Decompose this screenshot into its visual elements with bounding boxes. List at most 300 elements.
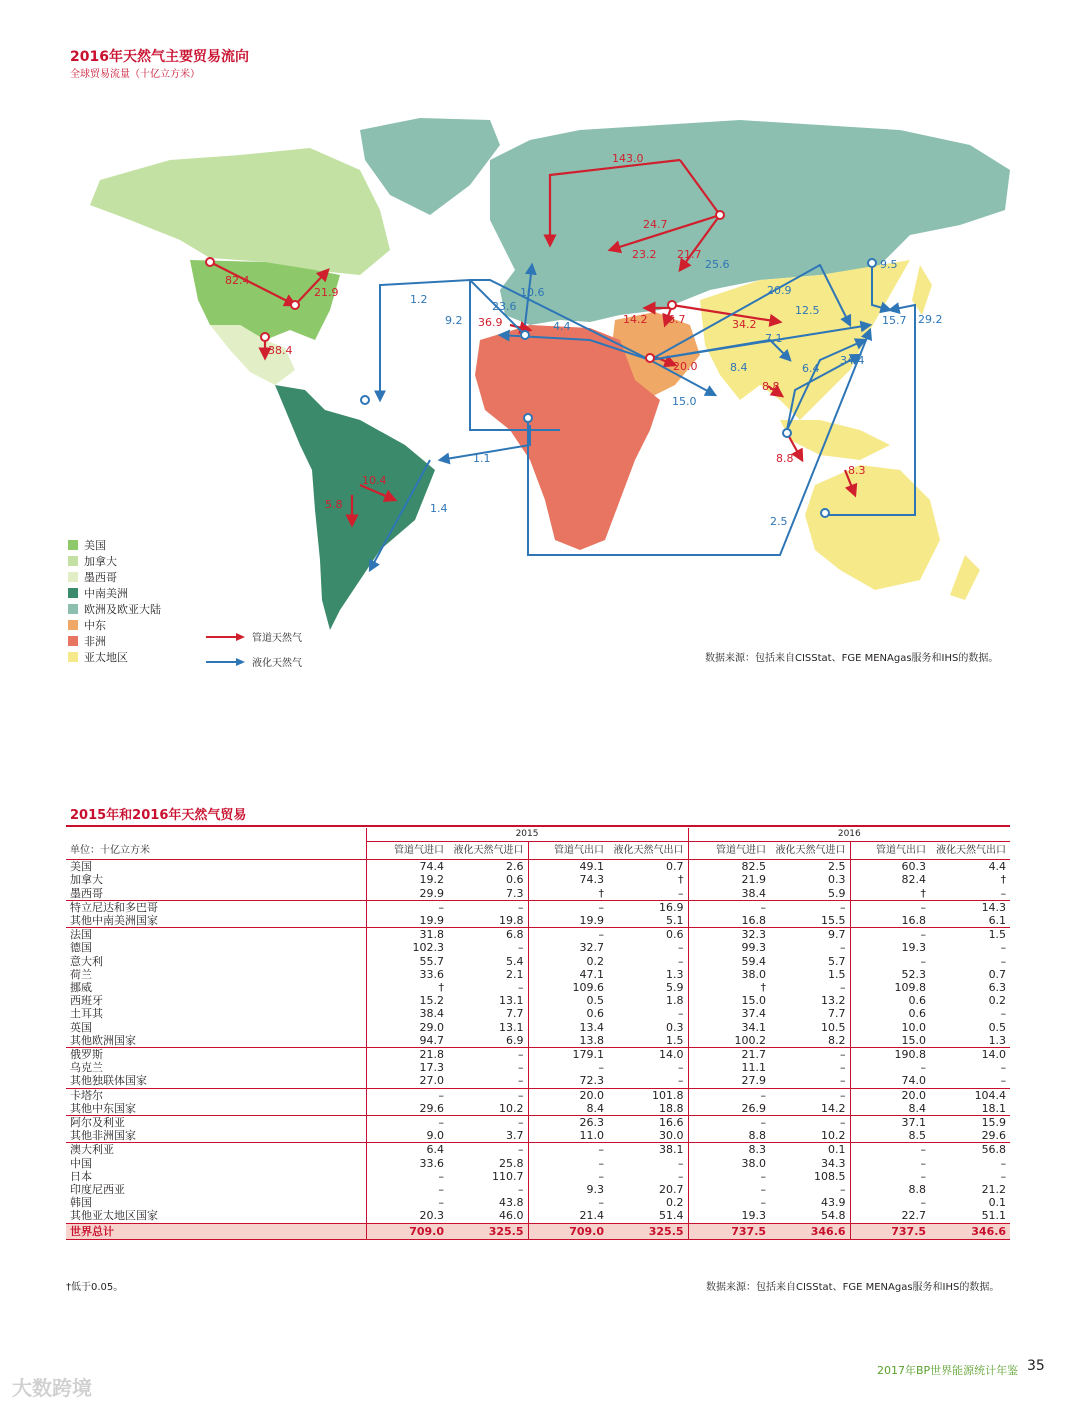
flow-legend [206,624,302,674]
table-cell: † [1000,873,1007,887]
table-cell: 19.9 [366,914,448,928]
legend-swatch [68,636,78,646]
table-row [66,1061,1010,1074]
table-cell: 26.9 [688,1102,770,1116]
table-cell: 0.2 [988,994,1007,1008]
table-cell: – [528,1170,608,1183]
table-cell: 30.0 [659,1129,684,1143]
table-cell: 27.0 [366,1074,448,1088]
table-cell: 0.2 [528,955,608,968]
legend-item [68,569,161,585]
table-cell: – [1000,954,1007,968]
row-label: 西班牙 [70,994,103,1008]
table-cell: 16.8 [850,914,930,928]
table-cell: – [688,900,770,914]
row-label: 其他亚太地区国家 [70,1209,158,1223]
table-cell: – [366,900,448,914]
pipeline-arrow-icon [206,632,246,642]
table-cell: – [840,1061,846,1075]
table-cell: 15.9 [930,1116,1010,1130]
table-cell: 1.3 [988,1033,1007,1047]
region-new-zealand [950,555,980,600]
table-cell: – [678,1074,684,1088]
table-cell: 21.8 [366,1048,448,1062]
lng-flow-label: 6.4 [802,362,820,375]
table-cell: – [528,928,608,942]
table-source: 数据来源：包括来自CISStat、FGE MENAgas服务和IHS的数据。 [706,1282,1000,1293]
table-cell: 19.9 [528,914,608,928]
table-cell: 8.4 [528,1102,608,1116]
table-row [66,1209,1010,1223]
row-label: 韩国 [70,1196,92,1210]
table-cell: 82.5 [688,860,770,874]
lng-flow-label: 10.6 [520,286,545,299]
table-row [66,1170,1010,1183]
table-cell: – [366,1196,448,1209]
table-row [66,1048,1010,1062]
table-cell: 34.3 [821,1156,846,1170]
row-label: 荷兰 [70,967,92,981]
table-cell: 1.8 [666,994,684,1008]
table-cell: 43.8 [499,1196,524,1210]
lng-flow-label: 1.4 [430,502,448,515]
table-cell: 346.6 [930,1223,1010,1239]
table-cell: 82.4 [850,873,930,886]
pipeline-legend-label: 管道天然气 [252,633,302,644]
table-cell: 34.1 [688,1021,770,1034]
table-cell: 0.1 [988,1196,1007,1210]
row-label: 其他中东国家 [70,1101,136,1115]
table-cell: 0.2 [666,1196,684,1210]
table-cell: – [678,1169,684,1183]
lng-flow-label: 15.7 [882,314,907,327]
lng-flow-label: 20.9 [767,284,792,297]
table-cell: 8.3 [688,1143,770,1157]
column-header: 液化天然气出口 [608,842,688,860]
total-row [66,1223,1010,1239]
table-cell: – [1000,1169,1007,1183]
row-label: 墨西哥 [70,886,103,900]
table-cell: 8.8 [850,1183,930,1196]
table-cell: 13.8 [528,1034,608,1048]
table-cell: 56.8 [930,1143,1010,1157]
row-label: 乌克兰 [70,1061,103,1075]
table-cell: – [528,1143,608,1157]
table-cell: 8.8 [688,1129,770,1143]
table-cell: 18.1 [981,1101,1007,1115]
table-cell: 101.8 [608,1088,688,1102]
legend-label: 加拿大 [84,555,117,568]
table-cell: 14.3 [930,900,1010,914]
table-cell: 13.2 [821,994,846,1008]
table-cell: † [678,873,684,887]
table-cell: 29.0 [366,1021,448,1034]
table-cell: 0.6 [506,873,524,887]
gas-trade-table [66,828,1010,1240]
table-cell: 17.3 [366,1061,448,1074]
table-cell: 20.7 [659,1183,684,1197]
row-label: 俄罗斯 [66,1048,366,1062]
year-2016-header: 2016 [688,828,1010,842]
table-cell: 16.8 [688,914,770,928]
table-cell: 21.7 [688,1048,770,1062]
table-cell: – [678,1061,684,1075]
lng-flow-label: 7.1 [765,332,783,345]
table-cell: – [840,1074,846,1088]
table-cell: – [366,1170,448,1183]
table-cell: – [528,1061,608,1074]
pipeline-flow-label: 8.3 [848,464,866,477]
table-cell: – [1000,886,1007,900]
lng-flow-label: 4.4 [553,320,571,333]
table-row [66,994,1010,1007]
table-row [66,941,1010,954]
table-cell: – [688,1183,770,1196]
table-cell: – [678,1156,684,1170]
table-cell: 19.2 [366,873,448,886]
region-australia [805,465,940,590]
table-cell: 33.6 [366,1157,448,1170]
table-cell: 15.0 [688,994,770,1007]
row-label: 德国 [70,941,92,955]
table-cell: 18.8 [659,1101,684,1115]
flow-legend-pipeline [206,624,302,649]
table-cell: 0.6 [528,1007,608,1020]
table-cell: 47.1 [528,968,608,981]
row-label: 法国 [66,928,366,942]
table-cell: – [678,886,684,900]
table-cell: – [518,1074,524,1088]
table-cell: 190.8 [850,1048,930,1062]
row-label: 英国 [70,1020,92,1034]
row-label: 意大利 [70,954,103,968]
table-cell: 109.8 [850,981,930,994]
column-header: 管道气出口 [528,842,608,860]
lng-flow-label: 25.6 [705,258,730,271]
table-cell: 6.1 [988,914,1007,928]
table-cell: 21.9 [688,873,770,886]
table-cell: 54.8 [821,1209,846,1223]
table-cell: 0.1 [770,1143,850,1157]
table-row [66,1183,1010,1196]
table-cell: – [850,1061,930,1074]
table-cell: 104.4 [930,1088,1010,1102]
row-label: 美国 [70,860,92,874]
column-header: 液化天然气进口 [770,842,850,860]
table-cell: – [678,1007,684,1021]
pipeline-flow-label: 20.0 [673,360,698,373]
table-cell: 709.0 [528,1223,608,1239]
table-cell: 14.0 [930,1048,1010,1062]
table-cell: 3.7 [506,1129,524,1143]
table-cell: 6.8 [448,928,528,942]
table-cell: – [366,1088,448,1102]
pipeline-flow-label: 5.8 [325,498,343,511]
table-cell: – [840,981,846,995]
table-cell: 10.0 [850,1021,930,1034]
table-cell: – [448,1088,528,1102]
table-cell: 19.8 [499,914,524,928]
table-cell: 31.8 [366,928,448,942]
table-cell: 21.2 [981,1183,1007,1197]
table-cell: 109.6 [528,981,608,994]
legend-item [68,585,161,601]
map-subtitle: 全球贸易流量（十亿立方米） [70,69,200,80]
table-cell: 0.5 [528,994,608,1007]
table-cell: 52.3 [850,968,930,981]
column-header: 管道气进口 [366,842,448,860]
table-cell: 51.4 [659,1209,684,1223]
legend-item [68,633,161,649]
table-cell: – [688,1170,770,1183]
table-row [66,968,1010,981]
table-cell: 5.4 [506,954,524,968]
table-cell: – [678,954,684,968]
table-cell: 0.6 [850,1007,930,1020]
table-row [66,873,1010,886]
table-cell: 8.5 [850,1129,930,1143]
table-cell: – [770,900,850,914]
table-cell: 0.7 [666,860,684,874]
row-label: 中国 [70,1156,92,1170]
table-cell: † [688,981,770,994]
table-cell: 59.4 [688,955,770,968]
table-cell: – [688,1196,770,1209]
legend-item [68,553,161,569]
table-cell: 102.3 [366,941,448,954]
table-cell: 99.3 [688,941,770,954]
lng-flow-label: 9.5 [880,258,898,271]
table-cell: 2.1 [506,967,524,981]
lng-flow-label: 9.2 [445,314,463,327]
table-cell: – [448,900,528,914]
table-cell: 38.4 [366,1007,448,1020]
table-cell: – [770,1116,850,1130]
table-cell: 15.2 [366,994,448,1007]
table-cell: 21.4 [528,1209,608,1223]
table-cell: 20.3 [366,1209,448,1223]
table-row [66,1088,1010,1102]
table-row [66,1116,1010,1130]
table-cell: 22.7 [850,1209,930,1223]
table-cell: 27.9 [688,1074,770,1088]
table-cell: † [528,887,608,901]
row-label: 阿尔及利亚 [66,1116,366,1130]
table-cell: – [770,1088,850,1102]
lng-flow-label: 1.1 [473,452,491,465]
table-cell: – [1000,1061,1007,1075]
table-cell: 29.6 [366,1102,448,1116]
lng-flow-label: 34.4 [840,354,865,367]
table-cell: 38.1 [608,1143,688,1157]
row-label: 其他中南美洲国家 [70,914,158,928]
pipeline-flow-label: 14.2 [623,313,648,326]
table-cell: 1.5 [930,928,1010,942]
region-southeast-asia [780,420,890,460]
lng-flow-label: 15.0 [672,395,697,408]
table-cell: 15.5 [821,914,846,928]
table-cell: 43.9 [821,1196,846,1210]
row-label: 特立尼达和多巴哥 [66,900,366,914]
table-row [66,1102,1010,1116]
table-cell: 32.7 [528,941,608,954]
table-cell: – [850,1170,930,1183]
table-row [66,887,1010,901]
table-cell: 13.4 [528,1021,608,1034]
table-cell: 32.3 [688,928,770,942]
map-title: 2016年天然气主要贸易流向 [70,49,249,65]
legend-item [68,537,161,553]
pipeline-flow-label: 6.7 [668,313,686,326]
table-cell: 37.1 [850,1116,930,1130]
table-cell: – [850,928,930,942]
table-cell: 38.0 [688,968,770,981]
table-cell: 72.3 [528,1074,608,1088]
table-cell: 737.5 [688,1223,770,1239]
table-cell: 14.2 [821,1101,846,1115]
table-cell: 6.3 [988,981,1007,995]
table-cell: 13.1 [499,1020,524,1034]
table-cell: – [770,1048,850,1062]
table-cell: 9.0 [366,1129,448,1143]
table-cell: 16.6 [608,1116,688,1130]
pipeline-flow-label: 8.8 [762,380,780,393]
table-cell: – [518,1061,524,1075]
table-cell: – [448,1048,528,1062]
region-canada [90,148,390,275]
table-cell: 55.7 [366,955,448,968]
table-cell: – [518,981,524,995]
table-cell: 49.1 [528,860,608,874]
pipeline-flow-label: 36.9 [478,316,503,329]
table-cell: 5.9 [666,981,684,995]
pipeline-flow-label: 24.7 [643,218,668,231]
table-cell: 19.3 [688,1209,770,1223]
table-cell: 5.1 [666,914,684,928]
lng-flow-label: 23.6 [492,300,517,313]
table-cell: – [850,1196,930,1209]
table-cell: – [448,1143,528,1157]
legend-swatch [68,588,78,598]
table-cell: 179.1 [528,1048,608,1062]
table-row [66,1034,1010,1048]
watermark-logo: 大数跨境 [12,1376,92,1400]
table-cell: 0.3 [666,1020,684,1034]
legend-label: 美国 [84,539,106,552]
table-cell: – [1000,1156,1007,1170]
table-cell: 94.7 [366,1034,448,1048]
table-cell: 15.0 [850,1034,930,1048]
table-cell: 9.7 [770,928,850,942]
lng-flow-label: 29.2 [918,313,943,326]
world-trade-map [60,100,1020,640]
table-row [66,1143,1010,1157]
legend-label: 中东 [84,619,106,632]
table-row [66,1074,1010,1088]
table-cell: – [840,1183,846,1197]
legend-item [68,649,161,665]
flow-legend-lng [206,649,302,674]
region-south-america [275,385,435,630]
table-cell: 100.2 [688,1034,770,1048]
table-cell: – [1000,1074,1007,1088]
table-top-rule [66,825,1010,827]
legend-label: 亚太地区 [84,651,128,664]
pipeline-flow-label: 21.7 [677,248,702,261]
table-cell: 25.8 [499,1156,524,1170]
table-cell: 5.9 [828,886,846,900]
table-cell: 33.6 [366,968,448,981]
row-label: 土耳其 [70,1007,103,1021]
pipeline-flow-label: 8.8 [776,452,794,465]
table-cell: 325.5 [448,1223,528,1239]
table-cell: 9.3 [528,1183,608,1196]
table-cell: – [688,1116,770,1130]
column-header: 液化天然气进口 [448,842,528,860]
table-cell: – [518,1183,524,1197]
lng-legend-label: 液化天然气 [252,658,302,669]
legend-swatch [68,572,78,582]
row-label: 日本 [70,1169,92,1183]
table-cell: – [850,900,930,914]
table-cell: 2.6 [506,860,524,874]
table-cell: 1.3 [666,967,684,981]
table-row [66,928,1010,942]
table-cell: 16.9 [608,900,688,914]
lng-flow-label: 1.2 [410,293,428,306]
table-cell: – [1000,941,1007,955]
table-cell: 37.4 [688,1007,770,1020]
table-cell: 29.6 [981,1129,1007,1143]
table-cell: 19.3 [850,941,930,954]
table-title: 2015年和2016年天然气贸易 [70,808,247,823]
table-cell: 26.3 [528,1116,608,1130]
table-row [66,1129,1010,1143]
table-cell: – [366,1183,448,1196]
table-cell: 737.5 [850,1223,930,1239]
table-cell: 51.1 [981,1209,1007,1223]
pipeline-flow-label: 34.2 [732,318,757,331]
lng-flow-label: 2.5 [770,515,788,528]
table-cell: 11.1 [688,1061,770,1074]
table-cell: 20.0 [528,1088,608,1102]
table-cell: – [850,955,930,968]
column-header: 管道气进口 [688,842,770,860]
table-cell: 6.9 [506,1033,524,1047]
table-cell: – [528,900,608,914]
table-cell: 0.6 [850,994,930,1007]
table-cell: 20.0 [850,1088,930,1102]
table-row [66,1196,1010,1209]
table-cell: 6.4 [366,1143,448,1157]
table-cell: – [840,941,846,955]
table-cell: – [448,1116,528,1130]
column-header: 管道气出口 [850,842,930,860]
pipeline-flow-label: 82.4 [225,274,250,287]
table-row [66,981,1010,994]
legend-swatch [68,620,78,630]
table-cell: 8.4 [850,1102,930,1116]
legend-label: 墨西哥 [84,571,117,584]
table-cell: 74.4 [366,860,448,874]
pipeline-flow-label: 10.4 [362,474,387,487]
table-cell: 325.5 [608,1223,688,1239]
lng-arrow-icon [206,657,246,667]
legend-item [68,601,161,617]
table-footnote: †低于0.05。 [66,1282,124,1293]
region-greenland [360,118,500,215]
pipeline-flow-label: 23.2 [632,248,657,261]
